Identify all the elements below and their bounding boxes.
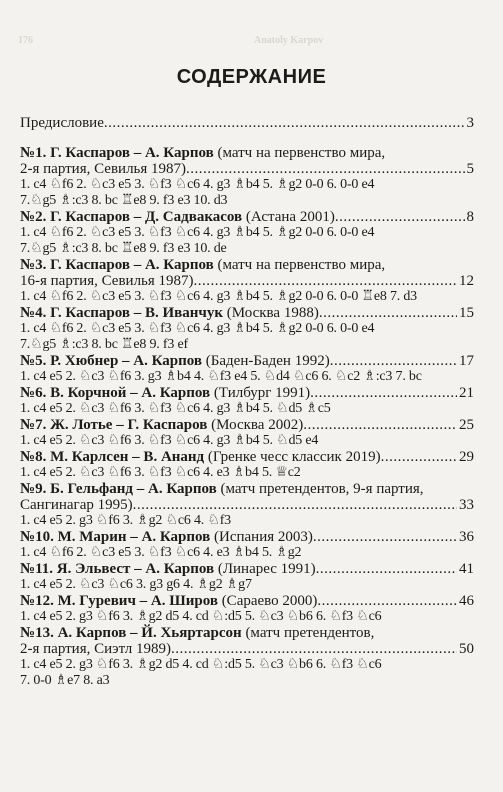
toc-game-entry[interactable]	[20, 449, 474, 481]
toc-page-number: 36	[459, 529, 474, 545]
game-event: (Москва 2002)	[207, 417, 304, 433]
toc-game-heading	[20, 449, 474, 465]
game-players: №6. В. Корчной – А. Карпов	[20, 385, 211, 401]
toc-page-number: 33	[459, 497, 474, 513]
toc-page-number: 50	[459, 641, 474, 657]
toc-game-heading	[20, 305, 474, 321]
toc-page-number: 29	[459, 449, 474, 465]
game-event-cont: 2-я партия, Севилья 1987)	[20, 161, 187, 177]
game-players: №5. Р. Хюбнер – А. Карпов	[20, 353, 203, 369]
ghost-page-number: 176	[18, 35, 33, 46]
dot-leader	[313, 529, 457, 545]
toc-game-heading	[20, 385, 474, 401]
toc-page-number: 41	[459, 561, 474, 577]
game-moves: 1. c4 e5 2. ♘c3 ♘f6 3. g3 ♗b4 4. ♘f3 e4 5. ♘d4 ♘c6 6. ♘c2 ♗:c3 7. bc	[20, 369, 422, 384]
toc-game-entry[interactable]	[20, 305, 474, 353]
toc-game-entry[interactable]	[20, 417, 474, 449]
toc-game-heading	[20, 593, 474, 609]
toc-game-heading	[20, 529, 474, 545]
game-title	[20, 353, 330, 369]
toc-game-entry[interactable]	[20, 385, 474, 417]
dot-leader	[133, 497, 457, 513]
table-of-contents	[20, 115, 474, 689]
toc-page-number: 21	[459, 385, 474, 401]
game-event-cont: 16-я партия, Севилья 1987)	[20, 273, 194, 289]
game-moves: 1. c4 e5 2. ♘c3 ♘f6 3. ♘f3 ♘c6 4. g3 ♗b4 5. ♘d5 ♗c5	[20, 401, 331, 416]
game-players: №10. М. Марин – А. Карпов	[20, 529, 211, 545]
toc-game-entry[interactable]	[20, 257, 474, 305]
toc-entry-label: Предисловие	[20, 115, 104, 131]
game-event: (Линарес 1991)	[214, 561, 316, 577]
game-moves: 7.♘g5 ♗:c3 8. bc ♖e8 9. f3 e3 10. de	[20, 241, 227, 256]
game-moves: 7.♘g5 ♗:c3 8. bc ♖e8 9. f3 ef	[20, 337, 188, 352]
game-title	[20, 593, 317, 609]
game-moves: 7. 0-0 ♗e7 8. a3	[20, 673, 110, 688]
game-moves: 1. c4 e5 2. ♘c3 ♘f6 3. ♘f3 ♘c6 4. e3 ♗b4 5. ♕c2	[20, 465, 301, 480]
toc-page-number: 12	[459, 273, 474, 289]
game-players: №4. Г. Каспаров – В. Иванчук	[20, 305, 223, 321]
toc-game-heading	[20, 353, 474, 369]
game-players: №2. Г. Каспаров – Д. Садвакасов	[20, 209, 243, 225]
dot-leader	[316, 561, 457, 577]
game-moves: 1. c4 e5 2. g3 ♘f6 3. ♗g2 d5 4. cd ♘:d5 5. ♘c3 ♘b6 6. ♘f3 ♘c6	[20, 657, 382, 672]
toc-game-heading	[20, 257, 474, 273]
game-event: (Гренке чесс классик 2019)	[204, 449, 381, 465]
game-title	[20, 385, 310, 401]
toc-game-entry[interactable]	[20, 529, 474, 561]
dot-leader	[317, 593, 457, 609]
dot-leader	[335, 209, 465, 225]
dot-leader	[303, 417, 457, 433]
toc-game-entry[interactable]	[20, 481, 474, 529]
game-players: №3. Г. Каспаров – А. Карпов	[20, 257, 214, 273]
game-players: №12. М. Гуревич – А. Широв	[20, 593, 218, 609]
toc-game-entry[interactable]	[20, 593, 474, 625]
dot-leader	[319, 305, 457, 321]
game-event: (матч претендентов, 9-я партия,	[216, 481, 424, 497]
toc-game-entry[interactable]	[20, 625, 474, 689]
toc-page-number: 46	[459, 593, 474, 609]
game-event: (Сараево 2000)	[217, 593, 318, 609]
toc-game-heading-cont	[20, 641, 474, 657]
game-event: (Баден-Баден 1992)	[202, 353, 330, 369]
game-event-cont: Сангинагар 1995)	[20, 497, 133, 513]
game-players: №13. А. Карпов – Й. Хьяртарсон	[20, 625, 242, 641]
toc-game-heading	[20, 481, 474, 497]
toc-game-heading	[20, 561, 474, 577]
game-moves: 1. c4 ♘f6 2. ♘c3 e5 3. ♘f3 ♘c6 4. g3 ♗b4 5. ♗g2 0-0 6. 0-0 e4	[20, 321, 375, 336]
toc-page-number: 8	[466, 209, 474, 225]
dot-leader	[171, 641, 457, 657]
game-moves: 1. c4 e5 2. g3 ♘f6 3. ♗g2 ♘c6 4. ♘f3	[20, 513, 231, 528]
game-title	[20, 145, 385, 161]
game-moves: 7.♘g5 ♗:c3 8. bc ♖e8 9. f3 e3 10. d3	[20, 193, 228, 208]
game-title	[20, 561, 316, 577]
ghost-running-head: Anatoly Karpov	[254, 35, 324, 46]
game-event-cont: 2-я партия, Сиэтл 1989)	[20, 641, 171, 657]
game-title	[20, 481, 424, 497]
game-moves: 1. c4 e5 2. ♘c3 ♘f6 3. ♘f3 ♘c6 4. g3 ♗b4 5. ♘d5 e4	[20, 433, 319, 448]
game-event: (матч претендентов,	[241, 625, 375, 641]
game-event: (матч на первенство мира,	[213, 257, 386, 273]
toc-page-number: 15	[459, 305, 474, 321]
toc-game-heading	[20, 209, 474, 225]
toc-game-entry[interactable]	[20, 145, 474, 209]
toc-game-heading-cont	[20, 497, 474, 513]
game-title	[20, 529, 313, 545]
game-players: №1. Г. Каспаров – А. Карпов	[20, 145, 214, 161]
game-event: (Москва 1988)	[223, 305, 319, 321]
toc-game-heading	[20, 417, 474, 433]
dot-leader	[104, 115, 465, 131]
game-moves: 1. c4 e5 2. g3 ♘f6 3. ♗g2 d5 4. cd ♘:d5 5. ♘c3 ♘b6 6. ♘f3 ♘c6	[20, 609, 382, 624]
game-title	[20, 209, 335, 225]
game-players: №8. М. Карлсен – В. Ананд	[20, 449, 205, 465]
toc-game-entry[interactable]	[20, 561, 474, 593]
game-title	[20, 257, 385, 273]
game-event: (Испания 2003)	[210, 529, 313, 545]
toc-game-heading	[20, 145, 474, 161]
toc-game-heading	[20, 625, 474, 641]
toc-page-number: 5	[466, 161, 474, 177]
game-players: №7. Ж. Лотье – Г. Каспаров	[20, 417, 208, 433]
game-title	[20, 305, 319, 321]
dot-leader	[381, 449, 457, 465]
dot-leader	[330, 353, 457, 369]
game-title	[20, 449, 381, 465]
page-title: СОДЕРЖАНИЕ	[176, 66, 327, 88]
toc-game-heading-cont	[20, 161, 474, 177]
game-moves: 1. c4 ♘f6 2. ♘c3 e5 3. ♘f3 ♘c6 4. g3 ♗b4 5. ♗g2 0-0 6. 0-0 ♖e8 7. d3	[20, 289, 417, 304]
toc-page-number: 25	[459, 417, 474, 433]
game-event: (Тилбург 1991)	[210, 385, 311, 401]
toc-game-entry[interactable]	[20, 353, 474, 385]
game-players: №11. Я. Эльвест – А. Карпов	[20, 561, 215, 577]
toc-page-number: 17	[459, 353, 474, 369]
dot-leader	[310, 385, 457, 401]
game-moves: 1. c4 ♘f6 2. ♘c3 e5 3. ♘f3 ♘c6 4. e3 ♗b4 5. ♗g2	[20, 545, 302, 560]
toc-game-heading-cont	[20, 273, 474, 289]
dot-leader	[186, 161, 464, 177]
bleed-through-header	[18, 35, 485, 49]
game-moves: 1. c4 e5 2. ♘c3 ♘c6 3. g3 g6 4. ♗g2 ♗g7	[20, 577, 252, 592]
game-title	[20, 417, 303, 433]
game-moves: 1. c4 ♘f6 2. ♘c3 e5 3. ♘f3 ♘c6 4. g3 ♗b4 5. ♗g2 0-0 6. 0-0 e4	[20, 177, 375, 192]
dot-leader	[194, 273, 457, 289]
toc-game-entry[interactable]	[20, 209, 474, 257]
toc-games-list	[20, 145, 474, 689]
game-moves: 1. c4 ♘f6 2. ♘c3 e5 3. ♘f3 ♘c6 4. g3 ♗b4 5. ♗g2 0-0 6. 0-0 e4	[20, 225, 375, 240]
game-players: №9. Б. Гельфанд – А. Карпов	[20, 481, 217, 497]
game-title	[20, 625, 374, 641]
game-event: (Астана 2001)	[242, 209, 335, 225]
toc-page-number: 3	[466, 115, 474, 131]
game-event: (матч на первенство мира,	[213, 145, 386, 161]
toc-entry-preface[interactable]	[20, 115, 474, 131]
